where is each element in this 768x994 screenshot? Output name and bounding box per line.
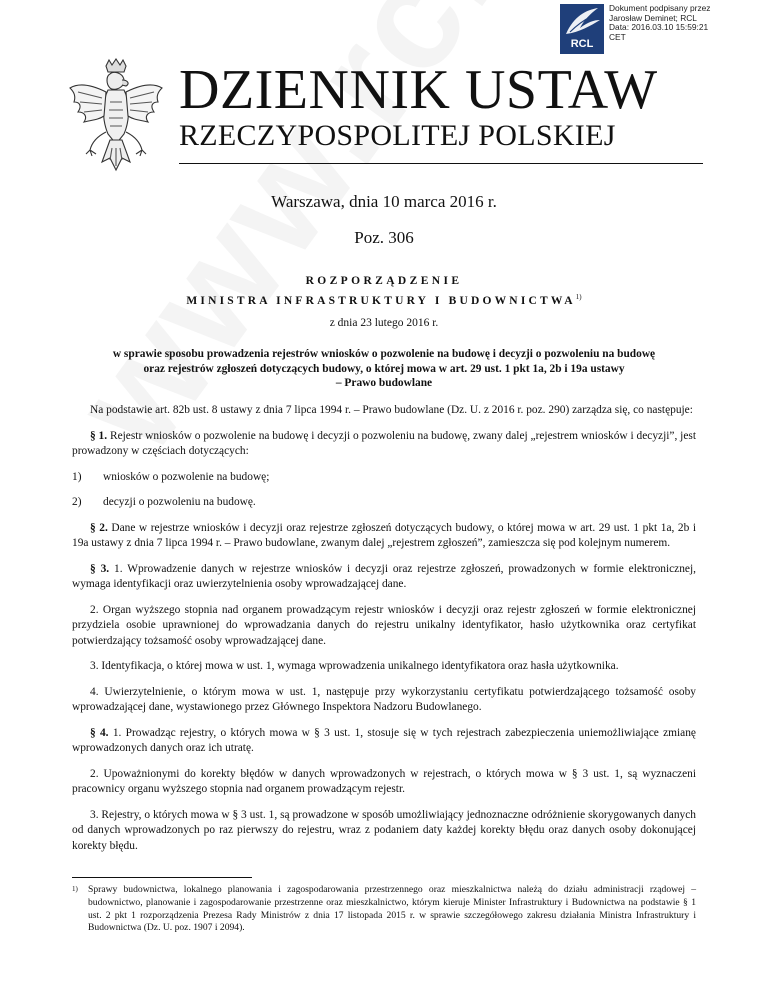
list-item-number: 1) bbox=[72, 470, 82, 483]
issue-date: Warszawa, dnia 10 marca 2016 r. bbox=[271, 192, 497, 211]
act-subject-line: oraz rejestrów zgłoszeń dotyczących budowy, o której mowa w art. 29 ust. 1 pkt 1a, 2b i 19a ustawy bbox=[143, 362, 625, 375]
paragraph-text: 1. Wprowadzenie danych w rejestrze wniosków i decyzji oraz rejestrze zgłoszeń, prowadzonych w formie elektronicznej, wymaga identyfikacji oraz uwierzytelnienia osoby wprowadzającej dane. bbox=[72, 562, 696, 590]
act-issuer-name: MINISTRA INFRASTRUKTURY I BUDOWNICTWA bbox=[186, 294, 576, 307]
act-subject-line: – Prawo budowlane bbox=[335, 377, 433, 389]
paragraph-2 bbox=[72, 521, 696, 552]
document-body bbox=[72, 403, 696, 864]
act-issuer bbox=[0, 293, 768, 307]
section-label: § 3. bbox=[90, 562, 110, 575]
list-item bbox=[72, 470, 696, 486]
signature-line: Data: 2016.03.10 15:59:21 bbox=[609, 22, 709, 33]
paragraph-1 bbox=[72, 429, 696, 460]
list-item-number: 2) bbox=[72, 496, 82, 508]
paragraph-4-2: 2. Upoważnionymi do korekty błędów w danych wprowadzonych w rejestrach, o których mowa w § 3 ust. 1, są wyznaczeni pracownicy organu wyższego stopnia nad organem prowadzącym rejestr. bbox=[72, 767, 696, 795]
section-label: § 1. bbox=[90, 429, 108, 442]
section-label: § 2. bbox=[90, 521, 108, 534]
footnote bbox=[72, 884, 696, 935]
section-label: § 4. bbox=[90, 726, 109, 739]
list-item-text: decyzji o pozwoleniu na budowę. bbox=[103, 496, 256, 508]
paragraph-text: Rejestr wniosków o pozwolenie na budowę i decyzji o pozwoleniu na budowę, zwany dalej „rejestrem wniosków i decyzji”, jest prowadzony w częściach dotyczących: bbox=[72, 429, 696, 457]
paragraph-3-3: 3. Identyfikacja, o której mowa w ust. 1, wymaga wprowadzenia unikalnego identyfikatora oraz hasła użytkownika. bbox=[90, 660, 619, 672]
paragraph-4-1 bbox=[72, 726, 696, 757]
paragraph-text: Dane w rejestrze wniosków i decyzji oraz rejestrze zgłoszeń dotyczących budowy, o której mowa w art. 29 ust. 1 pkt 1a, 2b i 19a ustawy z dnia 7 lipca 1994 r. – Prawo budowlane, zwanym dalej „rejestrem zgłoszeń”, zamieszcza się pod kolejnym numerem. bbox=[72, 521, 696, 549]
signature-text bbox=[609, 4, 711, 42]
header-divider bbox=[179, 163, 703, 164]
journal-title: DZIENNIK USTAW bbox=[179, 59, 658, 121]
list-item-text: wniosków o pozwolenie na budowę; bbox=[103, 470, 270, 483]
footnote-text: Sprawy budownictwa, lokalnego planowania i zagospodarowania przestrzennego oraz mieszkalnictwa należą do działu administracji rządowej – budownictwo, planowanie i zagospodarowanie przestrzenne oraz mieszkalnictwo, którym kieruje Minister Infrastruktury i Budownictwa na podstawie § 1 ust. 2 pkt 1 rozporządzenia Prezesa Rady Ministrów z dnia 17 listopada 2015 r. w sprawie szczegółowego zakresu działania Ministra Infrastruktury i Budownictwa (Dz. U. poz. 1907 i 2094). bbox=[88, 884, 696, 934]
paragraph-text: 1. Prowadząc rejestry, o których mowa w § 3 ust. 1, stosuje się w tych rejestrach zabezpieczenia uniemożliwiające zmianę wprowadzonych danych oraz ich utratę. bbox=[72, 726, 696, 754]
digital-signature bbox=[560, 4, 768, 54]
footnote-divider bbox=[72, 877, 252, 878]
paragraph-3-2: 2. Organ wyższego stopnia nad organem prowadzącym rejestr wniosków i decyzji oraz rejestr zgłoszeń w formie elektronicznej przydziela osobie uprawnionej do wprowadzania danych do rejestru unikalny identyfikator, hasło użytkownika oraz certyfikat potwierdzający tożsamość osoby wprowadzającej dane. bbox=[72, 603, 696, 647]
list-item bbox=[72, 495, 696, 511]
signature-line: Jarosław Deminet; RCL bbox=[609, 12, 697, 23]
act-date: z dnia 23 lutego 2016 r. bbox=[329, 317, 439, 329]
footnote-number: 1) bbox=[72, 885, 78, 893]
signature-line: Dokument podpisany przez bbox=[609, 3, 711, 13]
rcl-signature-logo-icon bbox=[560, 4, 604, 54]
preamble: Na podstawie art. 82b ust. 8 ustawy z dnia 7 lipca 1994 r. – Prawo budowlane (Dz. U. z 2016 r. poz. 290) zarządza się, co następuje: bbox=[90, 404, 693, 416]
footnote-ref: 1) bbox=[575, 293, 582, 301]
paragraph-3-1 bbox=[72, 562, 696, 593]
polish-eagle-emblem-icon bbox=[66, 58, 166, 180]
paragraph-3-4: 4. Uwierzytelnienie, o którym mowa w ust. 1, następuje przy wykorzystaniu certyfikatu potwierdzającego tożsamość osoby wprowadzającej dane, wystawionego przez Głównego Inspektora Nadzoru Budowlanego. bbox=[72, 685, 696, 713]
rcl-logo-text: RCL bbox=[570, 38, 594, 50]
act-subject bbox=[72, 347, 696, 391]
paragraph-4-3: 3. Rejestry, o których mowa w § 3 ust. 1, są prowadzone w sposób umożliwiający jednoznaczne odróżnienie skorygowanych danych od danych wprowadzonych po raz pierwszy do rejestru, wraz z podaniem daty każdej korekty błędu oraz danych osoby dokonującej korekty błędu. bbox=[72, 808, 696, 852]
act-type: ROZPORZĄDZENIE bbox=[305, 275, 463, 287]
act-subject-line: w sprawie sposobu prowadzenia rejestrów wniosków o pozwolenie na budowę i decyzji o pozwoleniu na budowę bbox=[112, 348, 656, 360]
journal-subtitle: RZECZYPOSPOLITEJ POLSKIEJ bbox=[179, 119, 616, 152]
signature-line: CET bbox=[609, 31, 626, 42]
position-number: Poz. 306 bbox=[354, 228, 414, 247]
